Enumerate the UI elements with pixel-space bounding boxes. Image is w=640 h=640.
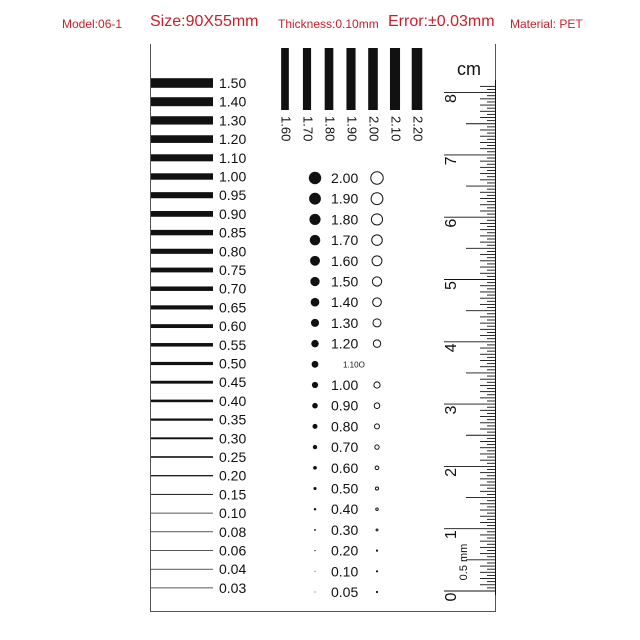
filled-dot	[312, 403, 318, 409]
filled-dot	[315, 592, 316, 593]
line-width-label: 0.55	[219, 336, 247, 353]
line-sample	[151, 531, 213, 532]
filled-dot	[313, 424, 318, 429]
bar-width-label: 2.10	[388, 116, 404, 142]
hollow-dot	[376, 529, 378, 531]
ruler-mm-label: 0.5 mm	[458, 543, 470, 581]
line-width-label: 1.30	[219, 112, 247, 129]
line-width-label: 0.95	[219, 187, 247, 204]
hollow-dot	[375, 445, 379, 449]
filled-dot	[313, 466, 317, 470]
dot-size-label: 0.70	[331, 439, 359, 456]
dot-gauge	[309, 170, 383, 600]
hollow-dot	[376, 550, 377, 551]
dot-size-label: 0.80	[331, 418, 359, 435]
hollow-dot	[376, 591, 377, 592]
hollow-dot	[373, 319, 381, 327]
line-sample	[151, 116, 213, 124]
dot-size-label: 0.50	[331, 480, 359, 497]
gauge-card-graphics	[151, 44, 497, 612]
hollow-dot	[371, 193, 383, 205]
line-width-label: 0.50	[219, 355, 247, 372]
bar-sample	[390, 48, 400, 110]
dot-size-label: 2.00	[331, 170, 359, 186]
line-width-label: 0.35	[219, 411, 247, 428]
bar-width-label: 1.90	[344, 116, 360, 142]
thickness-label: Thickness:0.10mm	[278, 17, 379, 31]
hollow-dot	[376, 508, 378, 510]
ruler-number: 1	[443, 530, 460, 540]
line-width-label: 0.80	[219, 243, 247, 260]
ruler-number: 0	[443, 592, 460, 602]
filled-dot	[310, 256, 320, 266]
filled-dot	[309, 214, 320, 225]
filled-dot	[314, 508, 316, 510]
filled-dot	[313, 445, 317, 449]
bar-sample	[412, 48, 423, 110]
ruler-number: 8	[443, 94, 460, 104]
dot-size-label: 1.40	[331, 294, 359, 311]
dot-size-label: 1.60	[331, 252, 359, 269]
line-sample	[151, 400, 213, 403]
line-sample	[151, 268, 213, 273]
bar-width-label: 1.80	[322, 116, 338, 142]
ruler	[443, 59, 496, 601]
size-label: Size:90X55mm	[150, 13, 259, 30]
material-label: Material: PET	[510, 17, 583, 31]
line-sample	[151, 456, 213, 458]
line-width-label: 0.08	[219, 523, 247, 540]
dot-size-label: 0.30	[331, 521, 359, 538]
filled-dot	[313, 487, 316, 490]
bar-sample	[325, 48, 334, 110]
line-width-label: 0.04	[219, 561, 247, 578]
line-sample	[151, 550, 213, 551]
bar-width-label: 1.60	[278, 116, 294, 142]
dot-size-label: 0.10	[331, 563, 359, 580]
hollow-dot	[374, 403, 380, 409]
line-width-label: 1.40	[219, 93, 247, 110]
dot-size-label: 0.20	[331, 542, 359, 559]
ruler-number: 2	[443, 467, 460, 477]
line-width-label: 0.60	[219, 318, 247, 335]
hollow-dot	[375, 424, 380, 429]
bar-width-label: 2.00	[366, 116, 382, 142]
line-width-label: 0.06	[219, 542, 247, 559]
filled-dot	[309, 172, 321, 184]
dot-size-label: 0.40	[331, 501, 359, 518]
hollow-dot	[372, 277, 381, 286]
bar-width-label: 2.20	[410, 116, 426, 142]
line-width-label: 1.50	[219, 75, 247, 91]
line-sample	[151, 569, 213, 570]
line-width-label: 0.75	[219, 262, 247, 278]
line-width-label: 0.70	[219, 280, 247, 297]
line-sample	[151, 249, 213, 254]
ruler-number: 4	[443, 343, 460, 353]
hollow-dot	[371, 172, 383, 184]
line-width-label: 0.30	[219, 430, 247, 447]
line-width-label: 0.45	[219, 374, 247, 391]
line-sample	[151, 154, 213, 161]
bar-sample	[368, 48, 378, 110]
spec-header	[0, 0, 640, 44]
line-sample	[151, 343, 213, 347]
line-width-label: 1.20	[219, 131, 247, 148]
filled-dot	[312, 382, 318, 388]
line-sample	[151, 230, 213, 235]
line-sample	[151, 588, 213, 589]
dot-size-label: 1.00	[331, 377, 359, 393]
filled-dot	[311, 340, 318, 347]
bar-sample	[303, 48, 311, 110]
hollow-dot	[376, 571, 377, 572]
line-width-label: 1.00	[219, 168, 247, 185]
filled-dot	[315, 571, 316, 572]
dot-size-label: 1.50	[331, 273, 359, 290]
line-sample	[151, 381, 213, 384]
dot-size-label: 0.60	[331, 459, 359, 476]
line-sample	[151, 475, 213, 476]
hollow-dot	[371, 214, 382, 225]
hollow-dot	[374, 382, 380, 388]
ruler-number: 7	[443, 156, 460, 166]
filled-dot	[310, 235, 321, 246]
line-width-label: 0.40	[219, 392, 247, 409]
line-width-label: 0.25	[219, 449, 247, 465]
line-sample	[151, 513, 213, 514]
line-sample	[151, 173, 213, 179]
line-sample	[151, 211, 213, 217]
filled-dot	[311, 298, 320, 307]
line-gauge	[151, 75, 246, 596]
filled-dot	[312, 361, 319, 368]
line-width-label: 0.85	[219, 224, 247, 241]
ruler-unit-label: cm	[457, 59, 481, 79]
dot-size-label-small: 1.10O	[343, 360, 365, 370]
hollow-dot	[375, 487, 378, 490]
ruler-number: 5	[443, 281, 460, 290]
bar-gauge	[279, 48, 426, 141]
line-width-label: 0.15	[219, 486, 247, 503]
hollow-dot	[375, 466, 379, 470]
error-label: Error:±0.03mm	[388, 13, 495, 30]
dot-size-label: 0.90	[331, 397, 359, 414]
ruler-number: 3	[443, 405, 460, 415]
filled-dot	[309, 193, 321, 205]
dot-size-label: 1.70	[331, 232, 359, 249]
ruler-number: 6	[443, 218, 460, 228]
line-sample	[151, 135, 213, 143]
line-width-label: 0.10	[219, 505, 247, 522]
line-sample	[151, 97, 213, 106]
filled-dot	[314, 550, 315, 551]
line-sample	[151, 78, 213, 88]
dot-size-label: 1.80	[331, 211, 359, 228]
line-sample	[151, 437, 213, 439]
filled-dot	[311, 319, 319, 327]
bar-sample	[346, 48, 355, 110]
line-sample	[151, 362, 213, 365]
line-width-label: 0.90	[219, 205, 247, 222]
line-sample	[151, 418, 213, 420]
hollow-dot	[372, 256, 382, 266]
bar-width-label: 1.70	[300, 116, 316, 142]
line-sample	[151, 305, 213, 309]
dot-size-label: 1.20	[331, 335, 359, 352]
hollow-dot	[373, 298, 382, 307]
dot-size-label: 1.90	[331, 190, 359, 207]
dot-size-label: 0.05	[331, 584, 359, 600]
line-width-label: 0.65	[219, 299, 247, 316]
line-width-label: 0.03	[219, 579, 247, 596]
model-label: Model:06-1	[62, 17, 123, 31]
line-sample	[151, 324, 213, 328]
gauge-card	[150, 44, 496, 612]
line-width-label: 0.20	[219, 467, 247, 484]
line-width-label: 1.10	[219, 149, 247, 166]
dot-size-label: 1.30	[331, 314, 359, 331]
filled-dot	[310, 277, 319, 286]
hollow-dot	[373, 340, 380, 347]
line-sample	[151, 286, 213, 290]
line-sample	[151, 494, 213, 495]
hollow-dot	[372, 235, 383, 246]
bar-sample	[281, 48, 289, 110]
filled-dot	[314, 529, 316, 531]
line-sample	[151, 192, 213, 198]
